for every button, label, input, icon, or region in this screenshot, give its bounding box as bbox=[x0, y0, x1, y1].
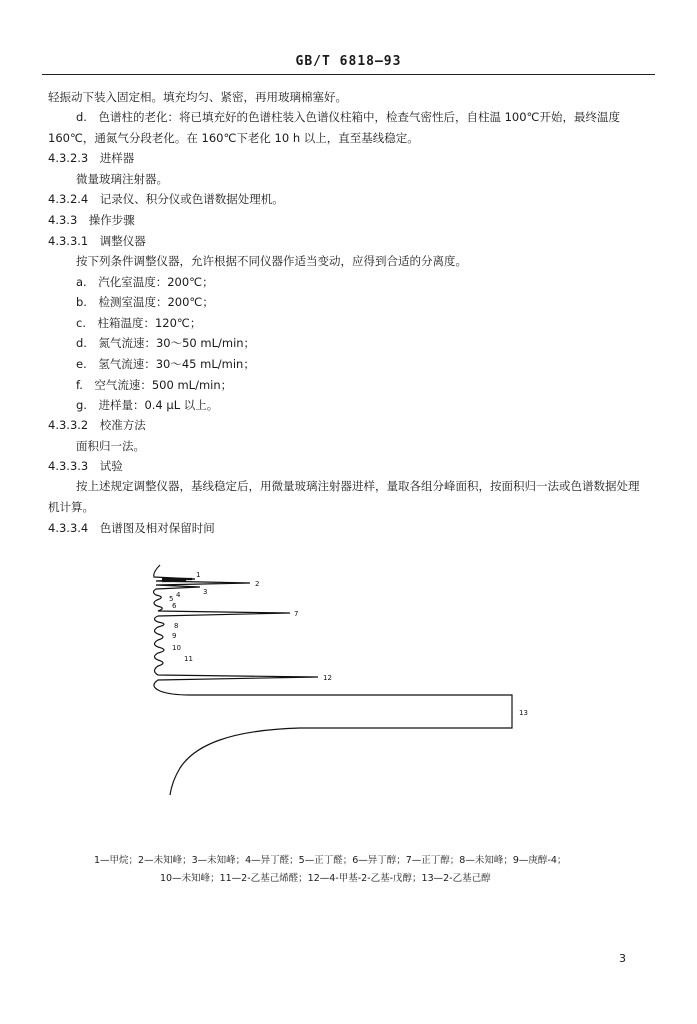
peak-label: 13 bbox=[519, 709, 528, 717]
condition-item: d. 氮气流速：30～50 mL/min； bbox=[76, 336, 256, 350]
section-heading: 4.3.3.3 试验 bbox=[48, 459, 123, 473]
section-heading: 4.3.3 操作步骤 bbox=[48, 213, 135, 227]
text-paragraph: d. 色谱柱的老化：将已填充好的色谱柱装入色谱仪柱箱中，检查气密性后，自柱温 100℃开始，最终温度 160℃，通氮气分段老化。在 160℃下老化 10 h 以上，直至基线稳定。 bbox=[48, 110, 620, 145]
peak-label: 3 bbox=[203, 588, 208, 596]
peak-label: 9 bbox=[172, 632, 177, 640]
condition-item: c. 柱箱温度：120℃； bbox=[76, 316, 202, 330]
page-number: 3 bbox=[619, 952, 626, 965]
section-heading: 4.3.2.3 进样器 bbox=[48, 151, 135, 165]
peak-label: 8 bbox=[174, 622, 179, 630]
peak-label: 7 bbox=[294, 610, 299, 618]
section-heading: 4.3.3.2 校准方法 bbox=[48, 418, 146, 432]
peak-label: 5 bbox=[169, 595, 174, 603]
peak-label: 12 bbox=[323, 674, 332, 682]
condition-item: e. 氢气流速：30～45 mL/min； bbox=[76, 357, 255, 371]
condition-item: f. 空气流速：500 mL/min； bbox=[76, 378, 233, 392]
section-heading: 4.3.2.4 记录仪、积分仪或色谱数据处理机。 bbox=[48, 192, 284, 206]
text-line: 面积归一法。 bbox=[76, 439, 145, 453]
peak-label: 2 bbox=[255, 580, 260, 588]
condition-item: b. 检测室温度：200℃； bbox=[76, 295, 214, 309]
section-heading: 4.3.3.4 色谱图及相对保留时间 bbox=[48, 521, 215, 535]
peak-label: 11 bbox=[184, 655, 193, 663]
chromatogram-trace bbox=[154, 565, 513, 795]
text-line: 轻振动下装入固定相。填充均匀、紧密，再用玻璃棉塞好。 bbox=[48, 90, 347, 104]
condition-item: a. 汽化室温度：200℃； bbox=[76, 275, 214, 289]
condition-item: g. 进样量：0.4 μL 以上。 bbox=[76, 398, 219, 412]
peak-label: 6 bbox=[172, 602, 177, 610]
figure-caption-line: 1—甲烷；2—未知峰；3—未知峰；4—异丁醛；5—正丁醛；6—异丁醇；7—正丁醇；8—未知峰；9—庚醇-4； bbox=[94, 855, 567, 866]
chromatogram-fill-band bbox=[162, 579, 192, 581]
text-paragraph: 按上述规定调整仪器，基线稳定后，用微量玻璃注射器进样，量取各组分峰面积，按面积归一法或色谱数据处理机计算。 bbox=[48, 479, 640, 514]
section-heading: 4.3.3.1 调整仪器 bbox=[48, 234, 146, 248]
text-line: 按下列条件调整仪器，允许根据不同仪器作适当变动，应得到合适的分离度。 bbox=[76, 254, 467, 268]
text-line: 微量玻璃注射器。 bbox=[76, 172, 168, 186]
peak-label: 10 bbox=[172, 644, 181, 652]
peak-label: 4 bbox=[176, 591, 181, 599]
peak-label: 1 bbox=[196, 571, 201, 579]
figure-caption-line: 10—未知峰；11—2-乙基己烯醛；12—4-甲基-2-乙基-戊醇；13—2-乙基己醇 bbox=[160, 873, 491, 884]
standard-header: GB/T 6818—93 bbox=[295, 54, 402, 69]
